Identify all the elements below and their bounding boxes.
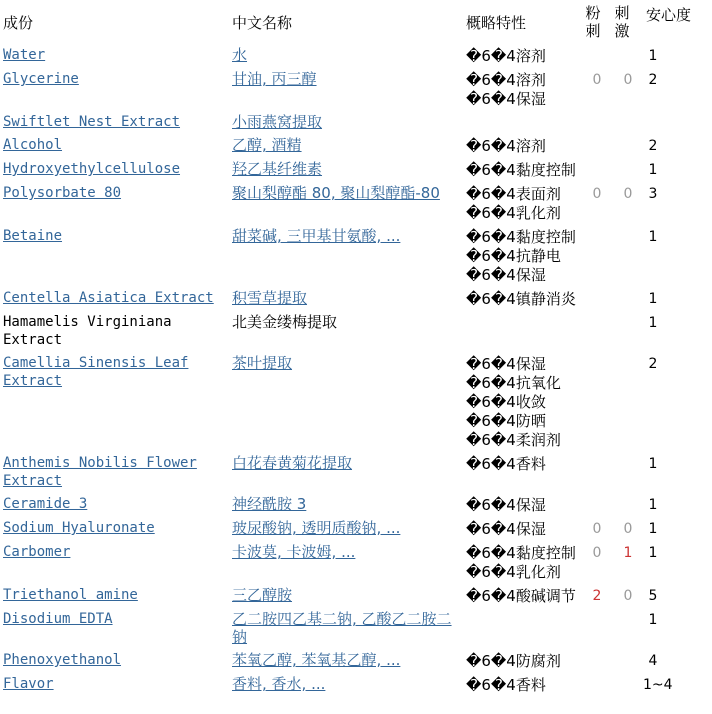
chinese-name-link[interactable]: 苯氧乙醇, 苯氧基乙醇, ... bbox=[232, 651, 401, 669]
ingredient-link[interactable]: Water bbox=[3, 47, 46, 63]
feature-tag: �6�4黏度控制 bbox=[466, 544, 576, 562]
header-chinese-name: 中文名称 bbox=[232, 14, 293, 32]
feature-list bbox=[466, 355, 596, 450]
feature-tag: �6�4收敛 bbox=[466, 393, 546, 411]
feature-tag: �6�4香料 bbox=[466, 455, 546, 473]
feature-list bbox=[466, 652, 596, 671]
feature-tag: �6�4柔润剂 bbox=[466, 431, 561, 449]
ingredient-link[interactable]: Hydroxyethylcellulose bbox=[3, 161, 181, 177]
comedogenic-score: 2 bbox=[592, 588, 602, 604]
feature-tag: �6�4溶剂 bbox=[466, 71, 546, 89]
ingredient-link[interactable]: Betaine bbox=[3, 228, 63, 244]
comedogenic-score: 0 bbox=[592, 545, 602, 561]
header-safety: 安心度 bbox=[646, 6, 692, 24]
feature-tag: �6�4表面剂 bbox=[466, 185, 561, 203]
chinese-name-link[interactable]: 小雨燕窝提取 bbox=[232, 113, 323, 131]
chinese-name-link[interactable]: 乙二胺四乙基二钠, 乙酸乙二胺二钠 bbox=[232, 610, 452, 646]
feature-list bbox=[466, 544, 596, 582]
chinese-name-link[interactable]: 白花春黄菊花提取 bbox=[232, 454, 353, 472]
safety-score: 1 bbox=[648, 315, 658, 331]
feature-list bbox=[466, 71, 596, 109]
irritation-score: 0 bbox=[623, 72, 633, 88]
ingredient-link[interactable]: Flavor bbox=[3, 676, 54, 692]
feature-list bbox=[466, 587, 596, 606]
ingredient-link[interactable]: Swiftlet Nest Extract bbox=[3, 114, 181, 130]
ingredient-link[interactable]: Phenoxyethanol bbox=[3, 652, 122, 668]
chinese-name-link[interactable]: 神经酰胺 3 bbox=[232, 495, 307, 513]
chinese-name: 北美金缕梅提取 bbox=[232, 313, 338, 331]
feature-tag: �6�4黏度控制 bbox=[466, 161, 576, 179]
chinese-name-link[interactable]: 羟乙基纤维素 bbox=[232, 160, 323, 178]
header-comedogenic-line1: 粉 bbox=[585, 4, 601, 22]
safety-score: 1 bbox=[648, 229, 658, 245]
feature-tag: �6�4保湿 bbox=[466, 520, 546, 538]
feature-list bbox=[466, 228, 596, 285]
feature-list bbox=[466, 520, 596, 539]
ingredient-link[interactable]: Camellia Sinensis Leaf Extract bbox=[3, 355, 189, 389]
feature-list bbox=[466, 455, 596, 474]
feature-tag: �6�4溶剂 bbox=[466, 137, 546, 155]
header-ingredient: 成份 bbox=[3, 14, 34, 32]
irritation-score: 0 bbox=[623, 521, 633, 537]
feature-list bbox=[466, 161, 596, 180]
feature-list bbox=[466, 290, 596, 309]
feature-list bbox=[466, 185, 596, 223]
feature-tag: �6�4酸碱调节 bbox=[466, 587, 576, 605]
safety-score: 3 bbox=[648, 186, 658, 202]
feature-tag: �6�4黏度控制 bbox=[466, 228, 576, 246]
ingredient-link[interactable]: Carbomer bbox=[3, 544, 71, 560]
feature-tag: �6�4乳化剂 bbox=[466, 563, 561, 581]
ingredient-link[interactable]: Triethanol amine bbox=[3, 587, 138, 603]
feature-tag: �6�4镇静消炎 bbox=[466, 290, 576, 308]
chinese-name-link[interactable]: 茶叶提取 bbox=[232, 354, 293, 372]
header-irritation-line2: 激 bbox=[614, 22, 630, 40]
safety-score: 2 bbox=[648, 138, 658, 154]
ingredient-link[interactable]: Glycerine bbox=[3, 71, 79, 87]
chinese-name-link[interactable]: 三乙醇胺 bbox=[232, 586, 293, 604]
chinese-name-link[interactable]: 甜菜碱, 三甲基甘氨酸, ... bbox=[232, 227, 401, 245]
safety-score: 1 bbox=[648, 497, 658, 513]
ingredient-name: Hamamelis Virginiana Extract bbox=[3, 314, 172, 348]
safety-score: 1 bbox=[648, 162, 658, 178]
feature-list bbox=[466, 137, 596, 156]
safety-score: 1 bbox=[648, 456, 658, 472]
header-comedogenic bbox=[584, 4, 602, 40]
header-comedogenic-line2: 刺 bbox=[585, 22, 601, 40]
ingredient-link[interactable]: Anthemis Nobilis Flower Extract bbox=[3, 455, 197, 489]
safety-score: 1 bbox=[648, 612, 658, 628]
chinese-name-link[interactable]: 积雪草提取 bbox=[232, 289, 308, 307]
chinese-name-link[interactable]: 卡波莫, 卡波姆, ... bbox=[232, 543, 356, 561]
feature-tag: �6�4保湿 bbox=[466, 496, 546, 514]
feature-tag: �6�4乳化剂 bbox=[466, 204, 561, 222]
chinese-name-link[interactable]: 甘油, 丙三醇 bbox=[232, 70, 317, 88]
safety-score: 4 bbox=[648, 653, 658, 669]
chinese-name-link[interactable]: 玻尿酸钠, 透明质酸钠, ... bbox=[232, 519, 401, 537]
feature-tag: �6�4防腐剂 bbox=[466, 652, 561, 670]
safety-score: 1 bbox=[648, 521, 658, 537]
feature-tag: �6�4抗静电 bbox=[466, 247, 561, 265]
comedogenic-score: 0 bbox=[592, 72, 602, 88]
safety-score: 1~4 bbox=[643, 677, 673, 693]
ingredient-link[interactable]: Sodium Hyaluronate bbox=[3, 520, 155, 536]
feature-tag: �6�4保湿 bbox=[466, 266, 546, 284]
feature-list bbox=[466, 496, 596, 515]
safety-score: 1 bbox=[648, 291, 658, 307]
chinese-name-link[interactable]: 聚山梨醇酯 80, 聚山梨醇酯-80 bbox=[232, 184, 440, 202]
safety-score: 2 bbox=[648, 72, 658, 88]
comedogenic-score: 0 bbox=[592, 186, 602, 202]
feature-list bbox=[466, 47, 596, 66]
ingredient-link[interactable]: Centella Asiatica Extract bbox=[3, 290, 214, 306]
irritation-score: 0 bbox=[623, 186, 633, 202]
feature-tag: �6�4溶剂 bbox=[466, 47, 546, 65]
chinese-name-link[interactable]: 乙醇, 酒精 bbox=[232, 136, 302, 154]
chinese-name-link[interactable]: 水 bbox=[232, 46, 248, 64]
irritation-score: 1 bbox=[623, 545, 633, 561]
ingredient-link[interactable]: Ceramide 3 bbox=[3, 496, 88, 512]
ingredient-link[interactable]: Polysorbate 80 bbox=[3, 185, 122, 201]
ingredient-link[interactable]: Disodium EDTA bbox=[3, 611, 113, 627]
feature-tag: �6�4抗氧化 bbox=[466, 374, 561, 392]
feature-list bbox=[466, 676, 596, 695]
feature-tag: �6�4保湿 bbox=[466, 355, 546, 373]
irritation-score: 0 bbox=[623, 588, 633, 604]
ingredient-link[interactable]: Alcohol bbox=[3, 137, 63, 153]
comedogenic-score: 0 bbox=[592, 521, 602, 537]
safety-score: 1 bbox=[648, 48, 658, 64]
header-irritation-line1: 刺 bbox=[614, 4, 630, 22]
header-features: 概略特性 bbox=[466, 14, 527, 32]
feature-tag: �6�4保湿 bbox=[466, 90, 546, 108]
safety-score: 2 bbox=[648, 356, 658, 372]
safety-score: 5 bbox=[648, 588, 658, 604]
feature-tag: �6�4香料 bbox=[466, 676, 546, 694]
safety-score: 1 bbox=[648, 545, 658, 561]
header-irritation bbox=[613, 4, 631, 40]
feature-tag: �6�4防晒 bbox=[466, 412, 546, 430]
chinese-name-link[interactable]: 香料, 香水, ... bbox=[232, 675, 326, 693]
